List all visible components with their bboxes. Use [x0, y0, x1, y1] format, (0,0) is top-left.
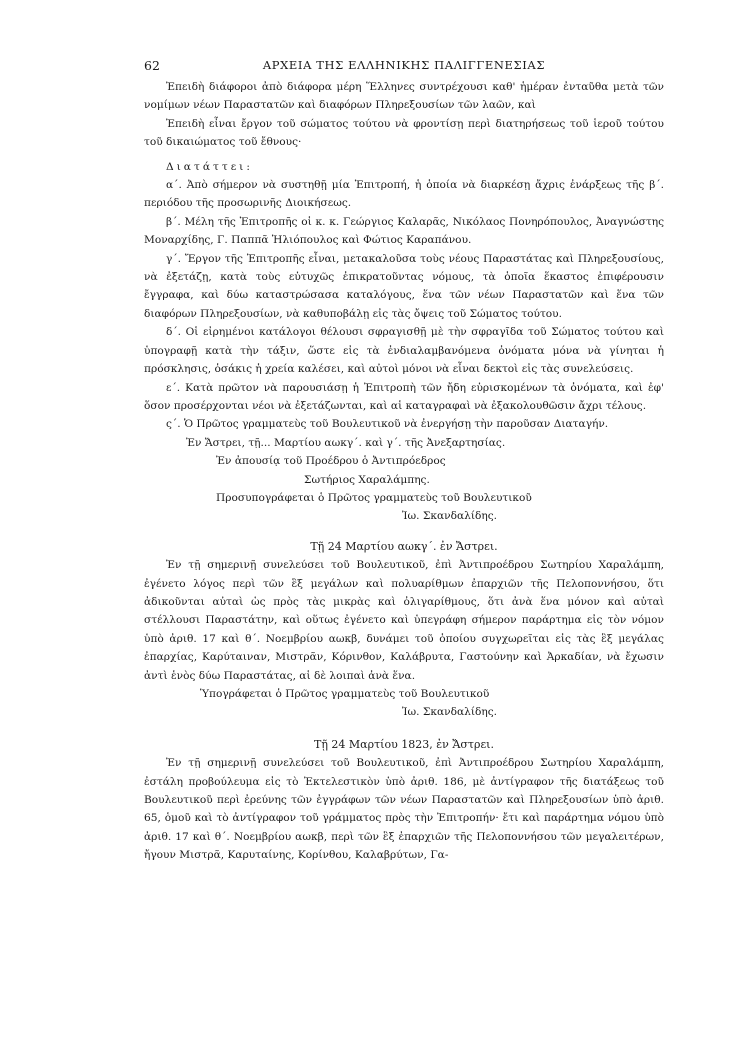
article-paragraph: ς΄. Ὁ Πρῶτος γραμματεὺς τοῦ Βουλευτικοῦ νὰ ἐνεργήσῃ τὴν παροῦσαν Διαταγήν.: [166, 418, 609, 431]
article-paragraph: α΄. Ἀπὸ σήμερον νὰ συστηθῇ μία Ἐπιτροπή, ἡ ὁποία νὰ διαρκέσῃ ἄχρις ἐνάρξεως τῆς β΄. περιόδου τῆς προσωρινῆς Διοικήσεως.: [144, 179, 664, 210]
article-paragraph: β΄. Μέλη τῆς Ἐπιτροπῆς οἱ κ. κ. Γεώργιος Καλαρᾶς, Νικόλαος Πονηρόπουλος, Ἀναγνώστης Μοναρχίδης, Γ. Παππᾶ Ἡλιόπουλος καὶ Φώτιος Καραπάνου.: [144, 215, 664, 247]
running-title: ΑΡΧΕΙΑ ΤΗΣ ΕΛΛΗΝΙΚΗΣ ΠΑΛΙΓΓΕΝΕΣΙΑΣ: [262, 58, 546, 72]
article-paragraph: γ΄. Ἔργον τῆς Ἐπιτροπῆς εἶναι, μετακαλοῦσα τοὺς νέους Παραστάτας καὶ Πληρεξουσίους, νὰ ἐξετάζῃ, κατὰ τοὺς εὐτυχῶς ἐπικρατοῦντας νόμους, τὰ ὁποῖα ἕκαστος ἐπιφέρουσιν ἔγγραφα, καὶ δύω καταστρώσασα καταλόγους, ἕνα τῶν νέων Παραστατῶν καὶ ἕνα τῶν διαφόρων Πληρεξουσίων, νὰ καθυποβάλῃ εἰς τὰς ὄψεις τοῦ Σώματος τούτου.: [144, 252, 664, 320]
section-date: Τῇ 24 Μαρτίου αωκγ΄. ἐν Ἄστρει.: [310, 539, 498, 553]
article-paragraph: ε΄. Κατὰ πρῶτον νὰ παρουσιάσῃ ἡ Ἐπιτροπὴ τῶν ἤδη εὑρισκομένων τὰ ὀνόματα, καὶ ἐφ' ὅσον προσέρχονται νέοι νὰ ἐξετάζωνται, καὶ αἱ καταγραφαὶ νὰ ἐξακολουθῶσιν ἄχρι τέλους.: [144, 381, 664, 412]
place-date-line: Ἐν Ἄστρει, τῇ... Μαρτίου αωκγ΄. καὶ γ΄. τῆς Ἀνεξαρτησίας.: [186, 436, 506, 449]
secretary-name: Ἰω. Σκανδαλίδης.: [402, 510, 498, 523]
absence-line: Ἐν ἀπουσίᾳ τοῦ Προέδρου ὁ Ἀντιπρόεδρος: [216, 455, 446, 468]
section-date: Τῇ 24 Μαρτίου 1823, ἐν Ἄστρει.: [314, 737, 494, 751]
countersign-line: Προσυπογράφεται ὁ Πρῶτος γραμματεὺς τοῦ Βουλευτικοῦ: [216, 491, 532, 504]
document-page: [144, 58, 664, 865]
preamble-paragraph: Ἐπειδὴ διάφοροι ἀπὸ διάφορα μέρη Ἕλληνες συντρέχουσι καθ' ἡμέραν ἐνταῦθα μετὰ τῶν νομίμων νέων Παραστατῶν καὶ διαφόρων Πληρεξουσίων τῶν λαῶν, καὶ: [144, 81, 664, 112]
page-number: 62: [144, 58, 160, 73]
article-paragraph: δ΄. Οἱ εἰρημένοι κατάλογοι θέλουσι σφραγισθῇ μὲ τὴν σφραγῖδα τοῦ Σώματος τούτου καὶ ὑπογραφῇ κατὰ τὴν τάξιν, ὥστε εἰς τὰ ἐνδιαλαμβανόμενα ὀνόματα μόνα νὰ γίνηται ἡ πρόσκλησις, ὁσάκις ἡ χρεία καλέσει, καὶ αὐτοὶ μόνοι νὰ εἶναι δεκτοὶ εἰς τὰς συνελεύσεις.: [144, 326, 664, 376]
section-body: Ἐν τῇ σημερινῇ συνελεύσει τοῦ Βουλευτικοῦ, ἐπὶ Ἀντιπροέδρου Σωτηρίου Χαραλάμπη, ἐγένετο λόγος περὶ τῶν ἓξ μεγάλων καὶ πολυαρίθμων ἐπαρχιῶν τῆς Πελοποννήσου, ὅτι ἀδικοῦνται αὐταὶ ὡς πρὸς τὰς μικρὰς καὶ ὀλιγαρίθμους, ὅτι ἀνὰ ἕνα μόνον καὶ αὐταὶ στέλλουσι Παραστάτην, καὶ οὕτως ἐγένετο καὶ ὑπεγράφη σήμερον παράρτημα εἰς τὸν νόμον ὑπὸ ἀριθ. 17 καὶ θ΄. Νοεμβρίου αωκβ, δυνάμει τοῦ ὁποίου συγχωρεῖται εἰς τὰς ἓξ μεγάλας ἐπαρχίας, Καρύταιναν, Μιστρᾶν, Κόρινθον, Καλάβρυτα, Γαστούνην καὶ Ἀρκαδίαν, νὰ ἔχωσιν ἀντὶ ἑνὸς δύω Παραστάτας, αἱ δὲ λοιπαὶ ἀνὰ ἕνα.: [144, 559, 664, 682]
preamble-paragraph: Ἐπειδὴ εἶναι ἔργον τοῦ σώματος τούτου νὰ φροντίσῃ περὶ διατηρήσεως τοῦ ἱεροῦ τούτου τοῦ δικαιώματος τοῦ ἔθνους·: [144, 117, 664, 149]
page-header: [144, 58, 664, 78]
decree-heading: Διατάττει:: [166, 160, 253, 173]
vice-president-name: Σωτήριος Χαραλάμπης.: [304, 473, 430, 486]
section-body: Ἐν τῇ σημερινῇ συνελεύσει τοῦ Βουλευτικοῦ, ἐπὶ Ἀντιπροέδρου Σωτηρίου Χαραλάμπη, ἐστάλη προβούλευμα εἰς τὸ Ἐκτελεστικὸν ὑπὸ ἀριθ. 186, μὲ ἀντίγραφον τῆς διατάξεως τοῦ Βουλευτικοῦ περὶ ἐρεύνης τῶν ἐγγράφων τῶν νέων Παραστατῶν καὶ Πληρεξουσίων ὑπὸ ἀριθ. 65, ὁμοῦ καὶ τὸ ἀντίγραφον τοῦ γράμματος πρὸς τὴν Ἐπιτροπήν· ἔτι καὶ παράρτημα νόμου ὑπὸ ἀριθ. 17 καὶ θ΄. Νοεμβρίου αωκβ, περὶ τῶν ἓξ ἐπαρχιῶν τῆς Πελοποννήσου τῶν μεγαλειτέρων, ἤγουν Μιστρᾶ, Καρυταίνης, Κορίνθου, Καλαβρύτων, Γα-: [144, 757, 664, 862]
signed-line: Ὑπογράφεται ὁ Πρῶτος γραμματεὺς τοῦ Βουλευτικοῦ: [200, 688, 490, 700]
secretary-name: Ἰω. Σκανδαλίδης.: [402, 706, 498, 719]
